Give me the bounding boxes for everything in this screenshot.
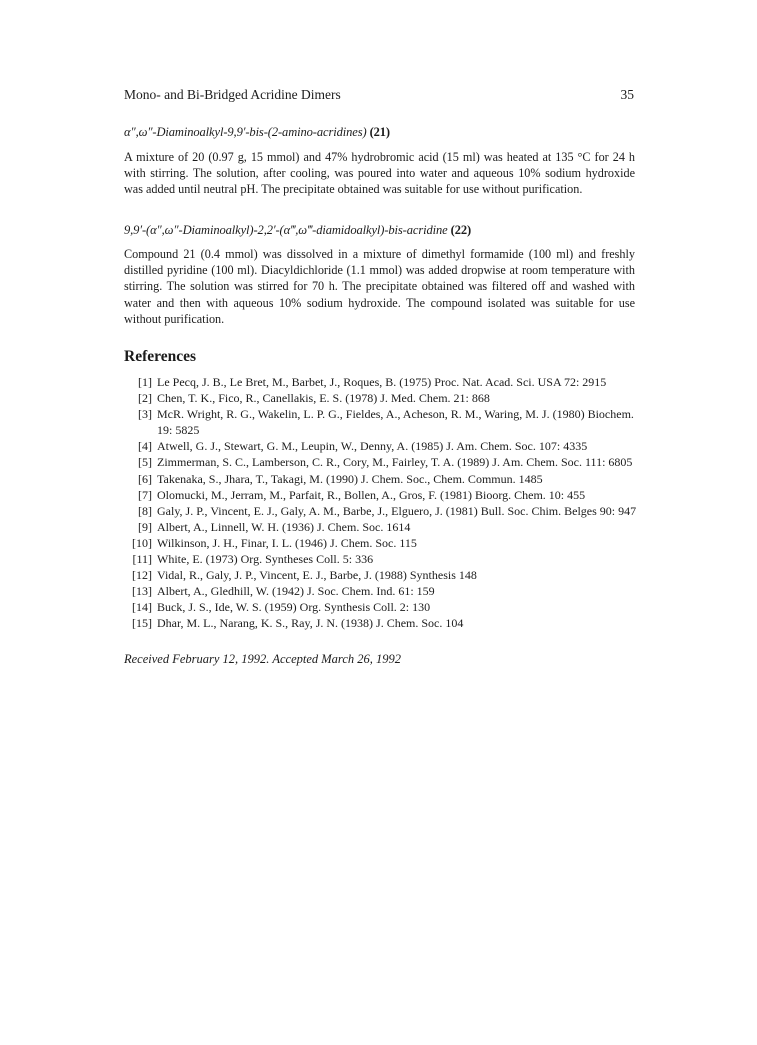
reference-text: Buck, J. S., Ide, W. S. (1959) Org. Synthesis Coll. 2: 130 <box>157 600 431 615</box>
page-number: 35 <box>620 87 634 102</box>
reference-item <box>124 374 639 390</box>
reference-item <box>124 406 639 438</box>
reference-item <box>124 487 639 503</box>
section-heading-compound-22 <box>124 223 471 238</box>
reference-number: [2] <box>138 391 152 406</box>
reference-number: [5] <box>138 455 152 470</box>
section-heading-text: α″,ω″-Diaminoalkyl-9,9′-bis-(2-amino-acridines) <box>124 125 370 139</box>
reference-number: [4] <box>138 439 152 454</box>
reference-text: Olomucki, M., Jerram, M., Parfait, R., Bollen, A., Gros, F. (1981) Bioorg. Chem. 10: 455 <box>157 487 586 502</box>
reference-text: McR. Wright, R. G., Wakelin, L. P. G., Fieldes, A., Acheson, R. M., Waring, M. J. (1980) Biochem. 19: 5825 <box>157 407 634 438</box>
reference-item <box>124 551 639 567</box>
reference-number: [3] <box>138 407 152 422</box>
section-heading-compound-21 <box>124 125 390 140</box>
reference-text: Zimmerman, S. C., Lamberson, C. R., Cory, M., Fairley, T. A. (1989) J. Am. Chem. Soc. 111: 6805 <box>157 455 633 470</box>
procedure-paragraph-22: Compound 21 (0.4 mmol) was dissolved in a mixture of dimethyl formamide (100 ml) and freshly distilled pyridine (100 ml). Diacyldichloride (1.1 mmol) was added dropwise at room temperature with stirring. The solution was stirred for 70 h. The precipitate obtained was filtered off and washed with water and then with aqueous 10% sodium hydroxide. The compound isolated was suitable for use without purification. <box>124 247 635 326</box>
received-dates: Received February 12, 1992. Accepted March 26, 1992 <box>124 652 401 666</box>
reference-text: Albert, A., Linnell, W. H. (1936) J. Chem. Soc. 1614 <box>157 519 411 534</box>
reference-item <box>124 567 639 583</box>
references-heading: References <box>124 348 197 365</box>
reference-item <box>124 615 639 631</box>
reference-number: [12] <box>132 568 152 583</box>
page-header <box>124 87 634 103</box>
reference-text: Albert, A., Gledhill, W. (1942) J. Soc. Chem. Ind. 61: 159 <box>157 584 435 599</box>
reference-text: Wilkinson, J. H., Finar, I. L. (1946) J. Chem. Soc. 115 <box>157 535 417 550</box>
reference-text: Vidal, R., Galy, J. P., Vincent, E. J., Barbe, J. (1988) Synthesis 148 <box>157 568 477 583</box>
reference-number: [8] <box>138 503 152 518</box>
reference-text: Le Pecq, J. B., Le Bret, M., Barbet, J., Roques, B. (1975) Proc. Nat. Acad. Sci. USA 72: 2915 <box>157 375 607 389</box>
procedure-paragraph-21: A mixture of 20 (0.97 g, 15 mmol) and 47% hydrobromic acid (15 ml) was heated at 135 °C for 24 h with stirring. The solution, after cooling, was poured into water and aqueous 10% sodium hydroxide was added until neutral pH. The precipitate obtained was suitable for use without purification. <box>124 150 635 197</box>
reference-item <box>124 599 639 615</box>
reference-number: [6] <box>138 471 152 486</box>
reference-item <box>124 519 639 535</box>
reference-item <box>124 454 639 470</box>
reference-text: Atwell, G. J., Stewart, G. M., Leupin, W., Denny, A. (1985) J. Am. Chem. Soc. 107: 4335 <box>157 439 588 454</box>
reference-number: [1] <box>138 375 152 389</box>
reference-item <box>124 583 639 599</box>
compound-number: (21) <box>369 125 390 139</box>
reference-number: [10] <box>132 535 152 550</box>
reference-text: Galy, J. P., Vincent, E. J., Galy, A. M., Barbe, J., Elguero, J. (1981) Bull. Soc. Chim. Belges 90: 947 <box>157 503 637 518</box>
reference-item <box>124 535 639 551</box>
reference-item <box>124 471 639 487</box>
reference-number: [14] <box>132 600 152 615</box>
reference-text: White, E. (1973) Org. Syntheses Coll. 5: 336 <box>157 552 374 567</box>
reference-number: [11] <box>132 552 152 567</box>
reference-text: Dhar, M. L., Narang, K. S., Ray, J. N. (1938) J. Chem. Soc. 104 <box>157 616 464 631</box>
reference-text: Takenaka, S., Jhara, T., Takagi, M. (1990) J. Chem. Soc., Chem. Commun. 1485 <box>157 471 543 486</box>
reference-item <box>124 503 639 519</box>
reference-text: Chen, T. K., Fico, R., Canellakis, E. S. (1978) J. Med. Chem. 21: 868 <box>157 391 490 406</box>
references-list <box>124 374 639 632</box>
reference-number: [13] <box>132 584 152 599</box>
running-title: Mono- and Bi-Bridged Acridine Dimers <box>124 87 341 102</box>
reference-item <box>124 438 639 454</box>
section-heading-text: 9,9′-(α″,ω″-Diaminoalkyl)-2,2′-(α‴,ω‴-diamidoalkyl)-bis-acridine <box>124 223 451 237</box>
reference-item <box>124 390 639 406</box>
reference-number: [7] <box>138 487 152 502</box>
reference-number: [9] <box>138 519 152 534</box>
reference-number: [15] <box>132 616 152 631</box>
compound-number: (22) <box>450 223 472 237</box>
